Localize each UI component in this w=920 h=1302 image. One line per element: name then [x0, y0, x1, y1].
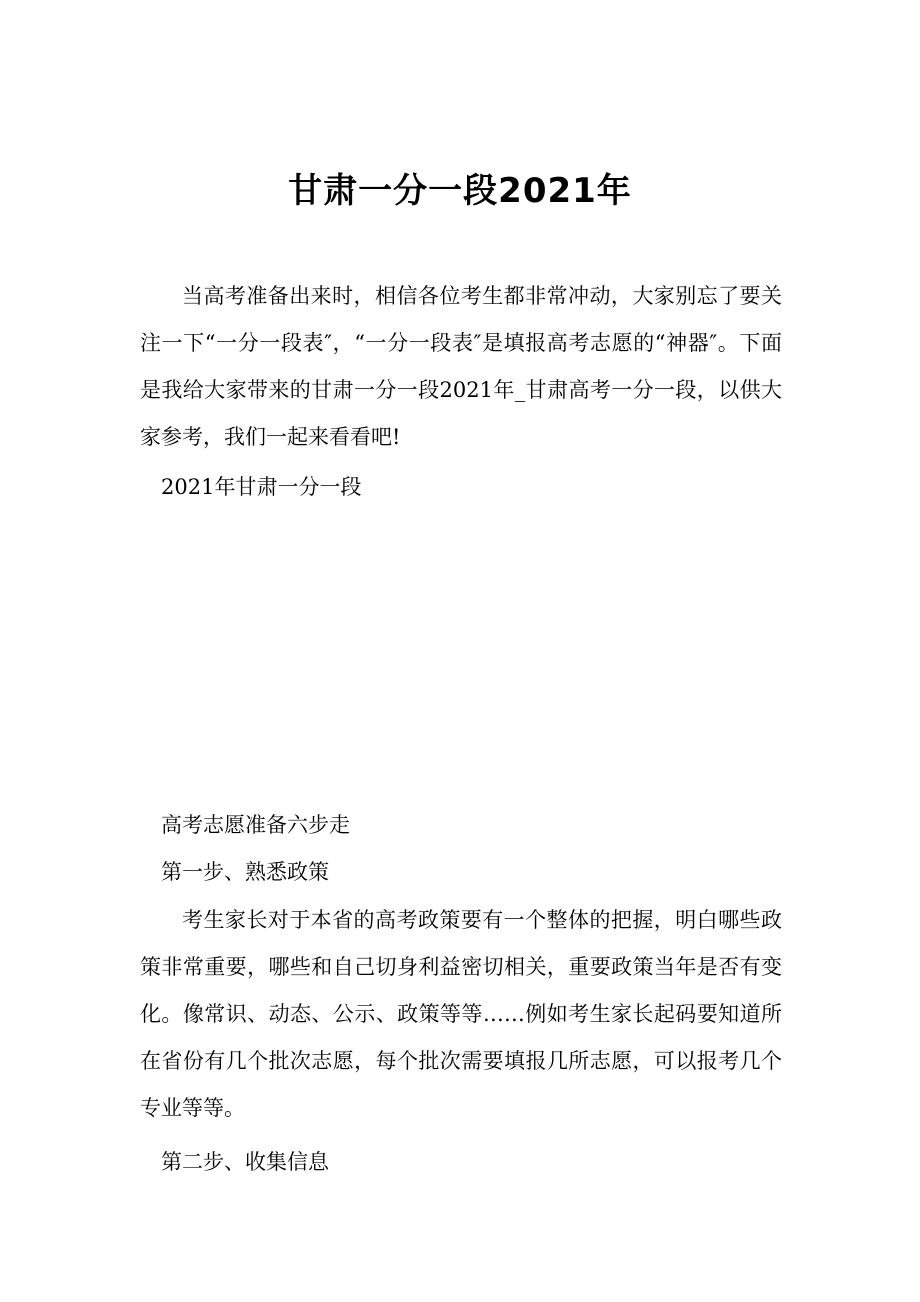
step1-heading: 第一步、熟悉政策: [161, 860, 329, 884]
document-title: 甘肃一分一段2021年: [288, 170, 632, 211]
step1-body-paragraph: 考生家长对于本省的高考政策要有一个整体的把握，明白哪些政策非常重要，哪些和自己切身利益密切相关，重要政策当年是否有变化。像常识、动态、公示、政策等等……例如考生家长起码要知道所在省份有几个批次志愿，每个批次需要填报几所志愿，可以报考几个专业等等。: [140, 908, 782, 1120]
table-caption: 2021年甘肃一分一段: [161, 475, 362, 499]
score-table-image-placeholder: [140, 520, 782, 800]
intro-paragraph: 当高考准备出来时，相信各位考生都非常冲动，大家别忘了要关注一下“一分一段表″，“一分一段表″是填报高考志愿的“神器″。下面是我给大家带来的甘肃一分一段2021年_甘肃高考一分一段，以供大家参考，我们一起来看看吧!: [140, 284, 782, 449]
step2-heading: 第二步、收集信息: [161, 1150, 329, 1174]
section-heading: 高考志愿准备六步走: [161, 813, 350, 837]
